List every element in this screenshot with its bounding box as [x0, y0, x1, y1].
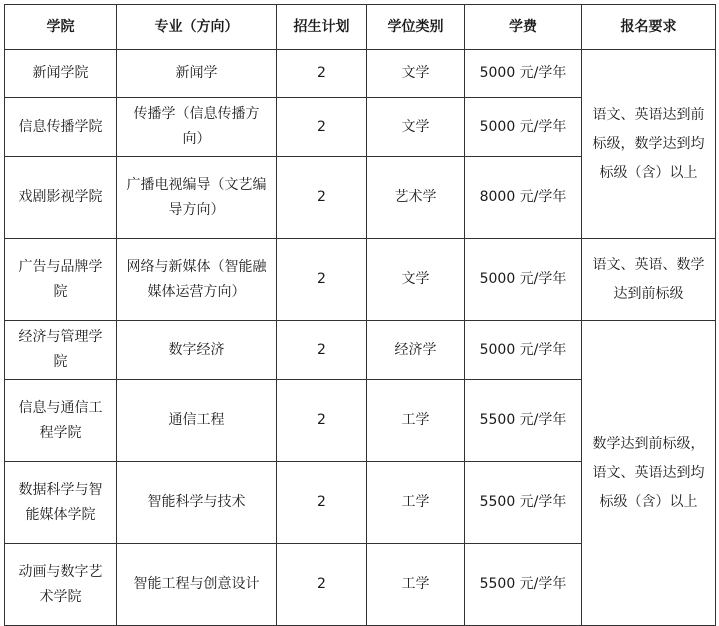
plan-cell: 2: [277, 321, 367, 380]
fee-cell: 5000 元/学年: [465, 50, 582, 98]
college-cell: 信息与通信工程学院: [5, 380, 117, 462]
fee-cell: 5000 元/学年: [465, 98, 582, 157]
header-row: [5, 5, 716, 50]
admission-table: [4, 4, 716, 626]
degree-cell: 文学: [367, 239, 465, 321]
plan-cell: 2: [277, 50, 367, 98]
major-cell: 数字经济: [117, 321, 277, 380]
degree-cell: 文学: [367, 50, 465, 98]
degree-cell: 工学: [367, 462, 465, 544]
degree-cell: 工学: [367, 544, 465, 626]
header-fee: 学费: [465, 5, 582, 50]
degree-cell: 经济学: [367, 321, 465, 380]
major-cell: 智能科学与技术: [117, 462, 277, 544]
major-cell: 广播电视编导（文艺编导方向）: [117, 157, 277, 239]
college-cell: 戏剧影视学院: [5, 157, 117, 239]
header-requirement: 报名要求: [582, 5, 716, 50]
major-cell: 传播学（信息传播方向）: [117, 98, 277, 157]
major-cell: 网络与新媒体（智能融媒体运营方向）: [117, 239, 277, 321]
fee-cell: 5500 元/学年: [465, 544, 582, 626]
plan-cell: 2: [277, 462, 367, 544]
degree-cell: 艺术学: [367, 157, 465, 239]
major-cell: 智能工程与创意设计: [117, 544, 277, 626]
college-cell: 信息传播学院: [5, 98, 117, 157]
table-row: [5, 50, 716, 98]
degree-cell: 文学: [367, 98, 465, 157]
fee-cell: 5000 元/学年: [465, 239, 582, 321]
fee-cell: 8000 元/学年: [465, 157, 582, 239]
plan-cell: 2: [277, 157, 367, 239]
fee-cell: 5000 元/学年: [465, 321, 582, 380]
plan-cell: 2: [277, 380, 367, 462]
college-cell: 动画与数字艺术学院: [5, 544, 117, 626]
header-major: 专业（方向）: [117, 5, 277, 50]
requirement-cell: 语文、英语达到前标级，数学达到均标级（含）以上: [582, 50, 716, 239]
college-cell: 经济与管理学院: [5, 321, 117, 380]
header-degree: 学位类别: [367, 5, 465, 50]
college-cell: 数据科学与智能媒体学院: [5, 462, 117, 544]
college-cell: 新闻学院: [5, 50, 117, 98]
degree-cell: 工学: [367, 380, 465, 462]
fee-cell: 5500 元/学年: [465, 380, 582, 462]
header-college: 学院: [5, 5, 117, 50]
college-cell: 广告与品牌学院: [5, 239, 117, 321]
table-row: [5, 321, 716, 380]
plan-cell: 2: [277, 98, 367, 157]
plan-cell: 2: [277, 239, 367, 321]
plan-cell: 2: [277, 544, 367, 626]
major-cell: 通信工程: [117, 380, 277, 462]
header-plan: 招生计划: [277, 5, 367, 50]
fee-cell: 5500 元/学年: [465, 462, 582, 544]
table-row: [5, 239, 716, 321]
major-cell: 新闻学: [117, 50, 277, 98]
requirement-cell: 数学达到前标级，语文、英语达到均标级（含）以上: [582, 321, 716, 626]
requirement-cell: 语文、英语、数学达到前标级: [582, 239, 716, 321]
